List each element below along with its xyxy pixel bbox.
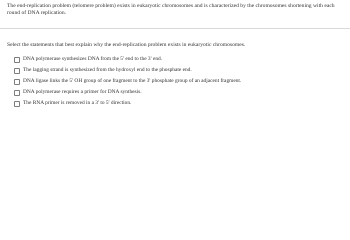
- answer-option-label: The lagging strand is synthesized from the hydroxyl end to the phosphate end.: [23, 67, 192, 73]
- answer-option[interactable]: [14, 76, 344, 87]
- answer-option-label: DNA ligase links the 5' OH group of one fragment to the 3' phosphate group of an adjacent fragment.: [23, 78, 242, 84]
- question-prompt-text: Select the statements that best explain why the end-replication problem exists in eukaryotic chromosomes.: [7, 42, 246, 48]
- answer-option[interactable]: [14, 87, 344, 98]
- section-divider: [0, 28, 350, 29]
- checkbox[interactable]: [14, 68, 20, 74]
- answer-option[interactable]: [14, 98, 344, 109]
- answer-option-label: DNA polymerase synthesizes DNA from the 5' end to the 3' end.: [23, 56, 163, 62]
- checkbox[interactable]: [14, 79, 20, 85]
- checkbox[interactable]: [14, 101, 20, 107]
- answer-option[interactable]: [14, 65, 344, 76]
- answer-option[interactable]: [14, 54, 344, 65]
- question-intro-text: The end-replication problem (telomere problem) exists in eukaryotic chromosomes and is characterized by the chromosomes shortening with each round of DNA replication.: [7, 3, 335, 17]
- checkbox[interactable]: [14, 57, 20, 63]
- answer-option-label: The RNA primer is removed in a 3' to 5' direction.: [23, 100, 132, 106]
- checkbox[interactable]: [14, 90, 20, 96]
- answer-options-list: [14, 54, 344, 109]
- answer-option-label: DNA polymerase requires a primer for DNA synthesis.: [23, 89, 142, 95]
